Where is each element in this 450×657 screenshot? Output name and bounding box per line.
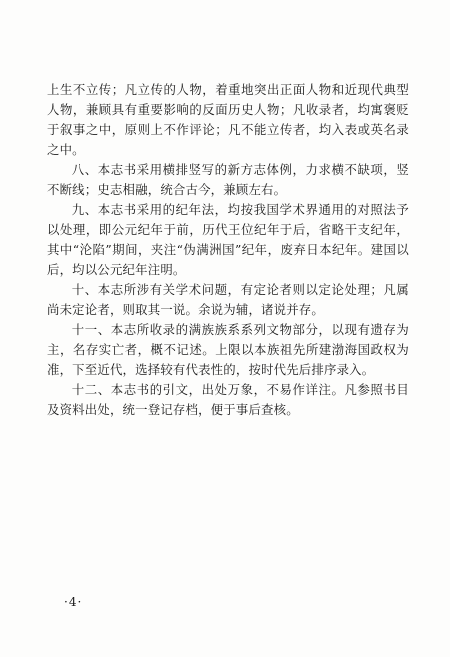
paragraph-item-11: 十一、本志所收录的满族族系系列文物部分，以现有遗存为主，名存实亡者，概不记述。上限以本族祖先所建渤海国政权为准，下至近代，选择较有代表性的，按时代先后排序录入。 [47,322,409,377]
paragraph-item-9: 九、本志书采用的纪年法，均按我国学术界通用的对照法予以处理，即公元纪年于前，历代王位纪年于后，省略干支纪年，其中“沦陷”期间，夹注“伪满洲国”纪年，废弃日本纪年。建国以后，均以公元纪年注明。 [47,202,409,277]
paragraph-item-12: 十二、本志书的引文，出处万象，不易作详注。凡参照书目及资料出处，统一登记存档，便于事后查核。 [47,382,409,417]
page-number: ·4· [64,595,83,609]
paragraph-item-10: 十、本志所涉有关学术问题，有定论者则以定论处理；凡属尚未定论者，则取其一说。余说为辅，诸说并存。 [47,282,409,317]
paragraph-item-8: 八、本志书采用横排竖写的新方志体例，力求横不缺项，竖不断线；史志相融，统合古今，兼顾左右。 [47,162,409,197]
body-text [47,80,409,420]
paragraph-continuation: 上生不立传；凡立传的人物，着重地突出正面人物和近现代典型人物，兼顾具有重要影响的反面历史人物；凡收录者，均寓褒贬于叙事之中，原则上不作评论；凡不能立传者，均入表或英名录之中。 [47,82,409,157]
